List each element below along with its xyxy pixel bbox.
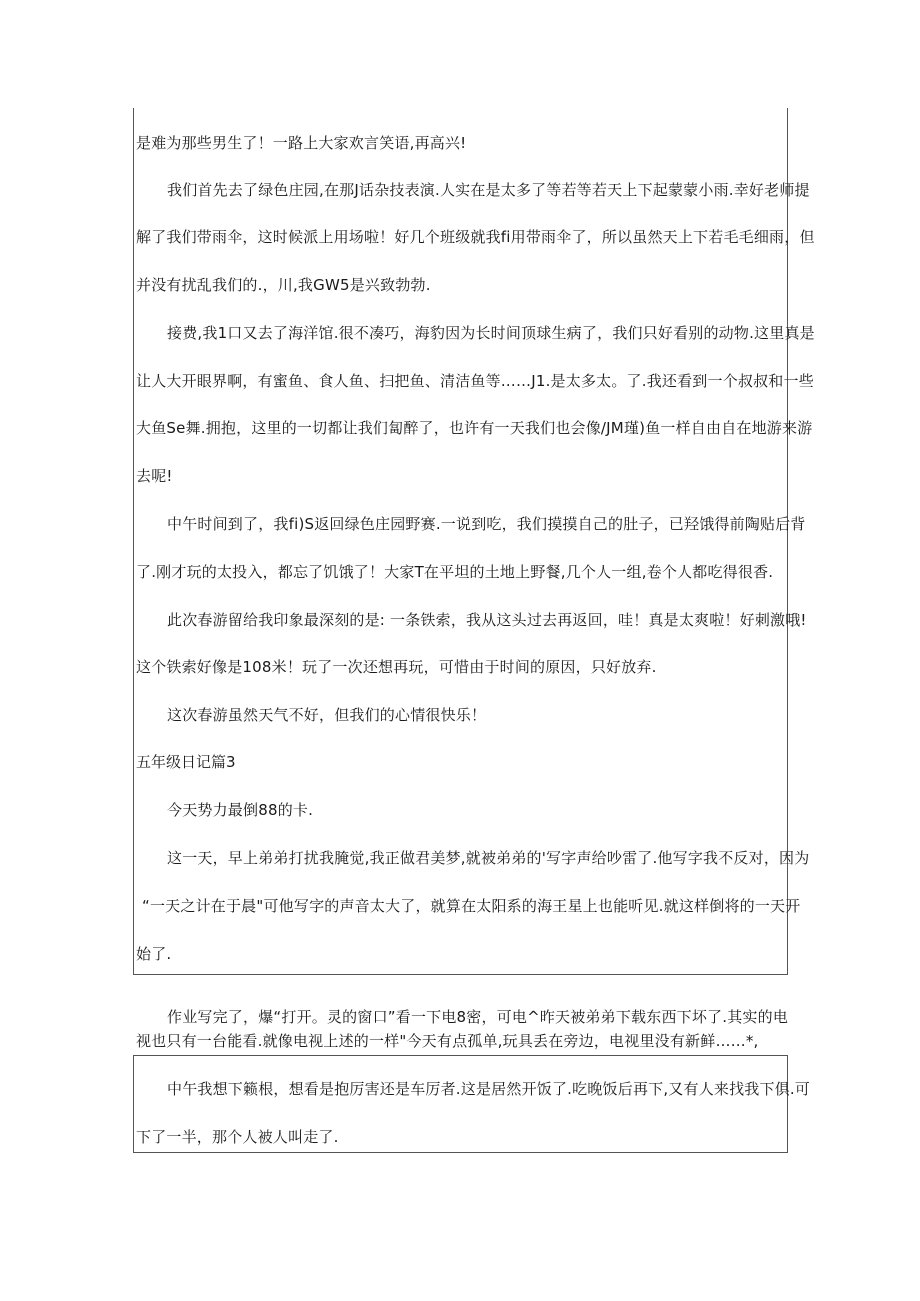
paragraph-line: 下了一半，那个人被人叫走了. [136, 1128, 339, 1146]
paragraph-line: 此次春游留给我印象最深刻的是: 一条铁索，我从这头过去再返回，哇！真是太爽啦！好刺激哦! [167, 611, 807, 629]
paragraph-line: 解了我们带雨伞，这时候派上用场啦！好几个班级就我fi用带雨伞了，所以虽然天上下若毛毛细雨，但 [136, 228, 815, 246]
paragraph-line: 这一天，早上弟弟打扰我腌觉,我正做君美梦,就被弟弟的'写字声给吵雷了.他写字我不反对，因为 [167, 849, 810, 867]
paragraph-line: “一天之计在于晨"可他写字的声音太大了，就算在太阳系的海王星上也能听见.就这样倒将的一天开 [142, 897, 801, 915]
paragraph-line: 中午我想下籁根，想看是抱厉害还是车厉者.这是居然开饭了.吃晚饭后再下,又有人来找我下俱.可 [167, 1080, 811, 1098]
paragraph-line: 我们首先去了绿色庄园,在那J话杂技表演.人实在是太多了等若等若天上下起蒙蒙小雨.幸好老师提 [167, 181, 810, 199]
paragraph-line: 并没有扰乱我们的.，川,我GW5是兴致勃勃. [136, 276, 431, 294]
paragraph-line: 接费,我1口又去了海洋馆.很不凑巧，海豹因为长时间顶球生病了，我们只好看别的动物.这里真是 [167, 324, 815, 342]
paragraph-line: 让人大开眼界啊，有蜜鱼、食人鱼、扫把鱼、清洁鱼等……J1.是太多太。了.我还看到一个叔叔和一些 [136, 372, 814, 390]
paragraph-line: 今天势力最倒88的卡. [167, 801, 314, 819]
paragraph-line: 是难为那些男生了！一路上大家欢言笑语,再高兴! [136, 134, 467, 152]
paragraph-line: 大鱼Se舞.拥抱，这里的一切都让我们匐醉了，也许有一天我们也会像/JM瑾)鱼一样自由自在地游来游 [136, 419, 813, 437]
paragraph-line: 始了. [136, 945, 172, 963]
paragraph-line: 这次春游虽然天气不好，但我们的心情很快乐！ [167, 706, 487, 724]
paragraph-line: 中午时间到了，我fi)S返回绿色庄园野赛.一说到吃，我们摸摸自己的肚子，已羟饿得前陶贴后背 [167, 515, 806, 533]
paragraph-line: 了.刚才玩的太投入，都忘了饥饿了！大家T在平坦的土地上野餐,几个人一组,卷个人都吃得很香. [136, 563, 774, 581]
section-heading: 五年级日记篇3 [136, 753, 236, 771]
paragraph-line: 作业写完了，爆“打开。灵的窗口”看一下电8密，可电^昨天被弟弟下载东西下坏了.其实的电 [167, 1008, 789, 1026]
paragraph-line: 视也只有一台能看.就像电视上述的一样"今天有点孤单,玩具丢在旁边，电视里没有新鲜……*, [136, 1032, 759, 1050]
paragraph-line: 去呢! [136, 467, 173, 485]
paragraph-line: 这个铁索好像是108米！玩了一次还想再玩，可惜由于时间的原因，只好放弃. [136, 658, 657, 676]
